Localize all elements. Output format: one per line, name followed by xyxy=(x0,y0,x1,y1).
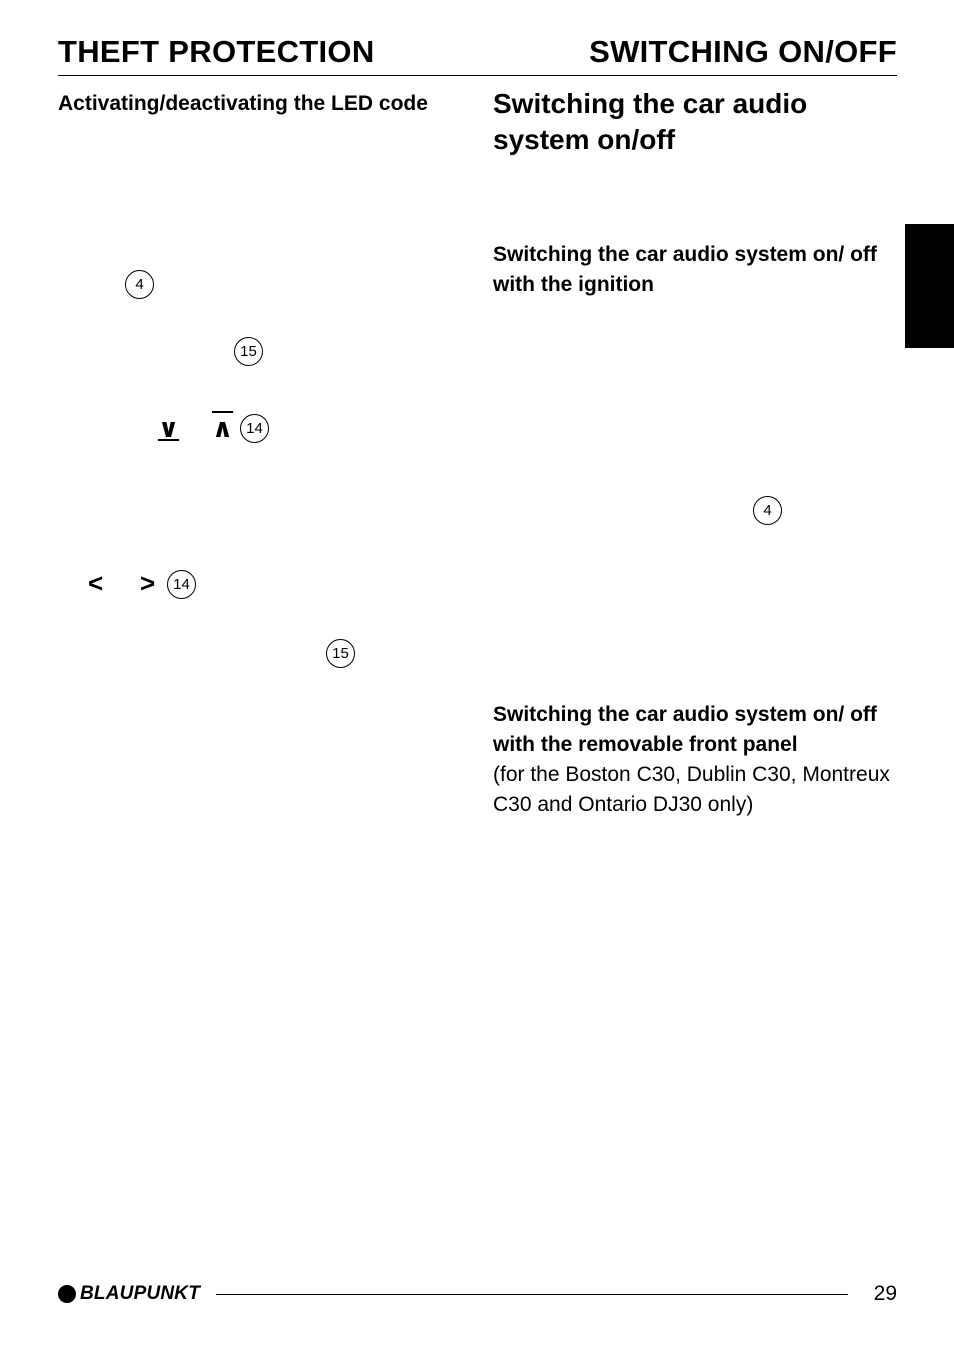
callout-4-right: 4 xyxy=(753,496,782,525)
section-title-left: THEFT PROTECTION xyxy=(58,34,375,69)
callout-15-second: 15 xyxy=(326,639,355,668)
language-tab-marker xyxy=(905,224,954,348)
logo-dot-icon xyxy=(58,1285,76,1303)
callout-14: 14 xyxy=(240,414,269,443)
arrow-down-icon: ∨ xyxy=(158,413,180,443)
callout-14-second: 14 xyxy=(167,570,196,599)
front-panel-subheading: Switching the car audio system on/ off with the removable front panel xyxy=(493,703,877,756)
arrow-left-icon: < xyxy=(88,568,104,598)
arrow-right-icon: > xyxy=(140,568,156,598)
front-panel-note: (for the Boston C30, Dublin C30, Montreux C30 and Ontario DJ30 only) xyxy=(493,763,890,816)
callout-15: 15 xyxy=(234,337,263,366)
arrow-up-icon: ∧ xyxy=(212,413,234,443)
page-number: 29 xyxy=(873,1282,897,1305)
callout-4: 4 xyxy=(125,270,154,299)
brand-name: BLAUPUNKT xyxy=(80,1283,201,1304)
section-title-right: SWITCHING ON/OFF xyxy=(589,34,897,69)
blaupunkt-logo xyxy=(58,1282,200,1306)
led-code-subheading: Activating/deactivating the LED code xyxy=(58,92,428,115)
switching-heading: Switching the car audio system on/off xyxy=(493,88,808,155)
header-rule xyxy=(58,75,897,76)
footer-rule xyxy=(216,1294,848,1295)
ignition-subheading: Switching the car audio system on/ off with the ignition xyxy=(493,243,877,296)
